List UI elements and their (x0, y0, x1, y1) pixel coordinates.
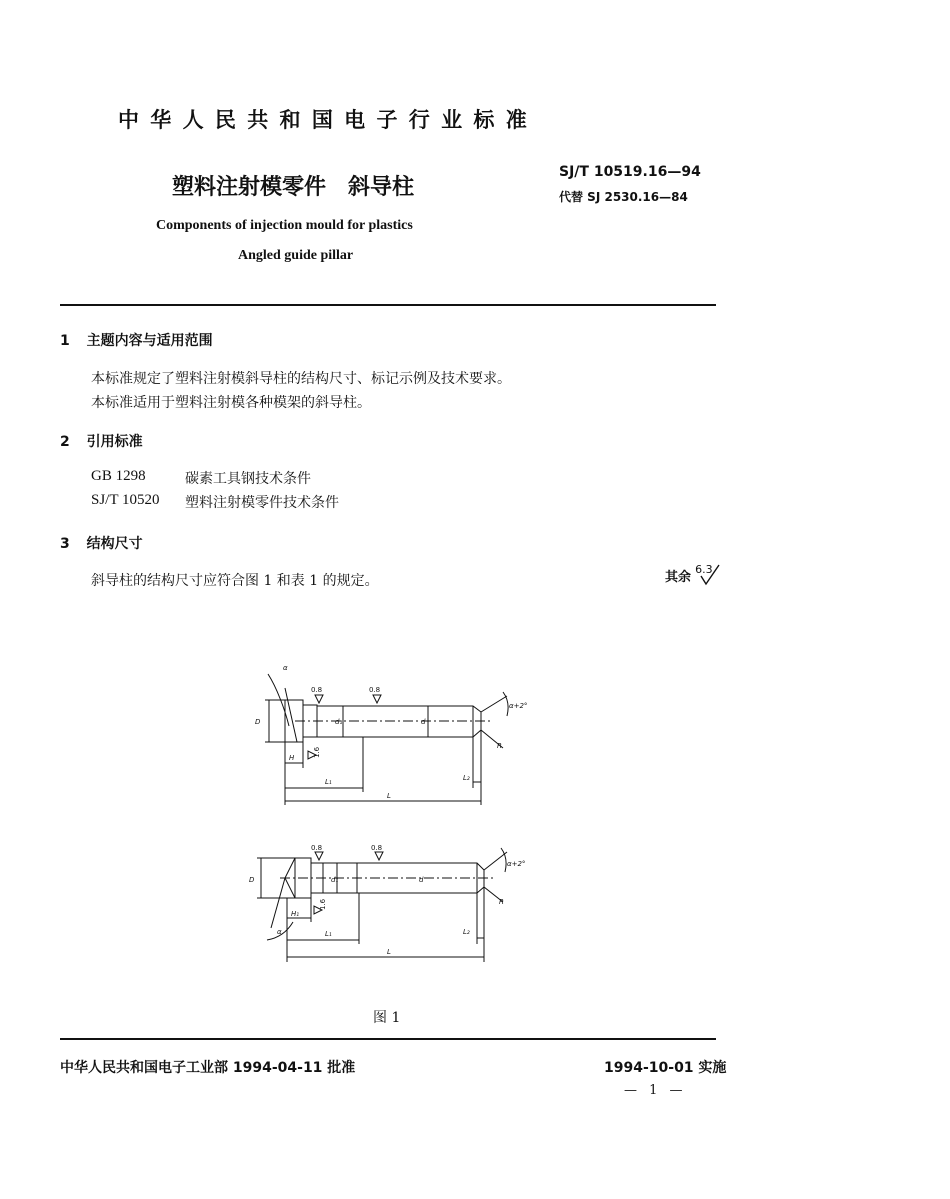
top-label-d: d (421, 718, 426, 726)
reference-code-2: SJ/T 10520 (91, 492, 160, 508)
top-label-L2: L₂ (463, 774, 470, 782)
top-label-roughness-1: 0.8 (311, 686, 323, 694)
document-title-en-line2: Angled guide pillar (238, 248, 354, 263)
section-2-title: 引用标准 (86, 434, 143, 450)
section-3-heading (60, 533, 143, 553)
standard-number: SJ/T 10519.16—94 (559, 164, 701, 180)
reference-title-2: 塑料注射模零件技术条件 (185, 495, 339, 511)
bottom-label-R: R (499, 898, 504, 906)
bottom-label-d1: d₁ (331, 876, 339, 884)
header-rule (60, 304, 716, 306)
top-label-L1: L₁ (325, 778, 332, 786)
footer-rule (60, 1038, 716, 1040)
reference-code-1: GB 1298 (91, 468, 146, 484)
document-title-cn: 塑料注射模零件 斜导柱 (172, 175, 415, 200)
bottom-label-H1: H₁ (291, 910, 300, 918)
top-label-alpha: α (283, 664, 288, 672)
bottom-label-alpha-plus-2: α+2° (507, 860, 526, 868)
top-label-roughness-side: 1.6 (313, 746, 321, 758)
section-1-title: 主题内容与适用范围 (86, 333, 213, 349)
issuing-organization: 中 华 人 民 共 和 国 电 子 行 业 标 准 (118, 108, 529, 132)
figure-1-drawing (245, 660, 545, 970)
bottom-label-D: D (249, 876, 255, 884)
figure-caption: 图 1 (373, 1010, 401, 1026)
bottom-label-roughness-2: 0.8 (371, 844, 383, 852)
bottom-label-L: L (387, 948, 391, 956)
top-label-roughness-2: 0.8 (369, 686, 381, 694)
section-1-line-1: 本标准规定了塑料注射模斜导柱的结构尺寸、标记示例及技术要求。 (91, 371, 511, 387)
section-1-heading (60, 330, 213, 350)
section-2-number: 2 (60, 434, 70, 450)
top-label-alpha-plus-2: α+2° (509, 702, 528, 710)
effective-date: 1994-10-01 实施 (604, 1060, 727, 1076)
bottom-label-roughness-1: 0.8 (311, 844, 323, 852)
top-label-R: R (497, 742, 502, 750)
bottom-label-roughness-side: 1.6 (319, 898, 327, 910)
document-title-en-line1: Components of injection mould for plastics (156, 218, 413, 233)
section-3-title: 结构尺寸 (86, 536, 143, 552)
top-label-d1: d₁ (335, 718, 343, 726)
top-label-L: L (387, 792, 391, 800)
bottom-label-L2: L₂ (463, 928, 470, 936)
top-label-H: H (289, 754, 295, 762)
bottom-label-L1: L₁ (325, 930, 332, 938)
roughness-note-label: 其余 (665, 570, 692, 585)
section-1-line-2: 本标准适用于塑料注射模各种模架的斜导柱。 (91, 395, 371, 411)
section-3-line-1: 斜导柱的结构尺寸应符合图 1 和表 1 的规定。 (91, 573, 379, 589)
approval-line: 中华人民共和国电子工业部 1994-04-11 批准 (60, 1060, 356, 1076)
replaced-standard: 代替 SJ 2530.16—84 (559, 190, 688, 204)
section-3-number: 3 (60, 536, 70, 552)
roughness-note-value: 6.3 (695, 563, 713, 576)
reference-title-1: 碳素工具钢技术条件 (185, 471, 311, 487)
bottom-label-alpha: α (277, 928, 282, 936)
top-label-D: D (255, 718, 261, 726)
section-1-number: 1 (60, 333, 70, 349)
section-2-heading (60, 431, 143, 451)
page-number: — 1 — (624, 1083, 687, 1098)
bottom-label-d: d (419, 876, 424, 884)
roughness-check-icon (700, 564, 720, 586)
roughness-note (665, 563, 713, 585)
